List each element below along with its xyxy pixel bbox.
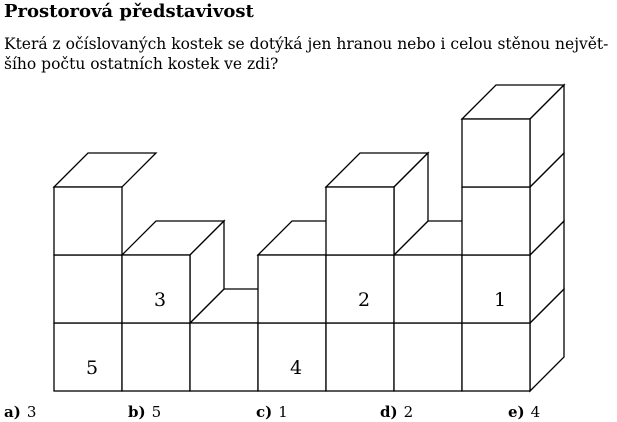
answer-option-b[interactable]: [128, 402, 161, 422]
answer-option-e[interactable]: [508, 402, 540, 422]
cube-label-3: 3: [153, 289, 167, 311]
answer-value: 4: [530, 403, 541, 421]
cube-label-4: 4: [289, 357, 303, 379]
cube-front-col0-row1: [54, 255, 122, 323]
cube-front-col6-row3: [462, 119, 530, 187]
cube-label-1: 1: [493, 289, 507, 311]
cube-top-col0-row2: [54, 153, 156, 187]
cube-front-col6-row0: [462, 323, 530, 391]
cube-front-col3-row1: [258, 255, 326, 323]
answer-value: 1: [278, 403, 288, 421]
cube-label-5: 5: [85, 357, 99, 379]
answer-value: 2: [403, 403, 414, 421]
answer-letter: e): [508, 403, 525, 421]
answer-options: [0, 402, 617, 422]
question-line-2: šího počtu ostatních kostek ve zdi?: [4, 55, 279, 73]
cube-front-col5-row0: [394, 323, 462, 391]
answer-option-c[interactable]: [256, 402, 288, 422]
cube-front-col4-row0: [326, 323, 394, 391]
cube-front-col6-row2: [462, 187, 530, 255]
answer-letter: b): [128, 403, 146, 421]
question-line-1: Která z očíslovaných kostek se dotýká jen hranou nebo i celou stěnou největ-: [4, 35, 609, 53]
cube-front-col2-row0: [190, 323, 258, 391]
cube-front-col4-row2: [326, 187, 394, 255]
answer-option-a[interactable]: [4, 402, 36, 422]
answer-option-d[interactable]: [380, 402, 413, 422]
cube-front-col1-row0: [122, 323, 190, 391]
cube-label-2: 2: [357, 289, 371, 311]
page-title: Prostorová představivost: [4, 1, 254, 22]
answer-letter: c): [256, 403, 273, 421]
cube-front-col0-row2: [54, 187, 122, 255]
answer-letter: a): [4, 403, 21, 421]
answer-value: 5: [151, 403, 162, 421]
answer-value: 3: [26, 403, 37, 421]
cube-front-col5-row1: [394, 255, 462, 323]
answer-letter: d): [380, 403, 398, 421]
